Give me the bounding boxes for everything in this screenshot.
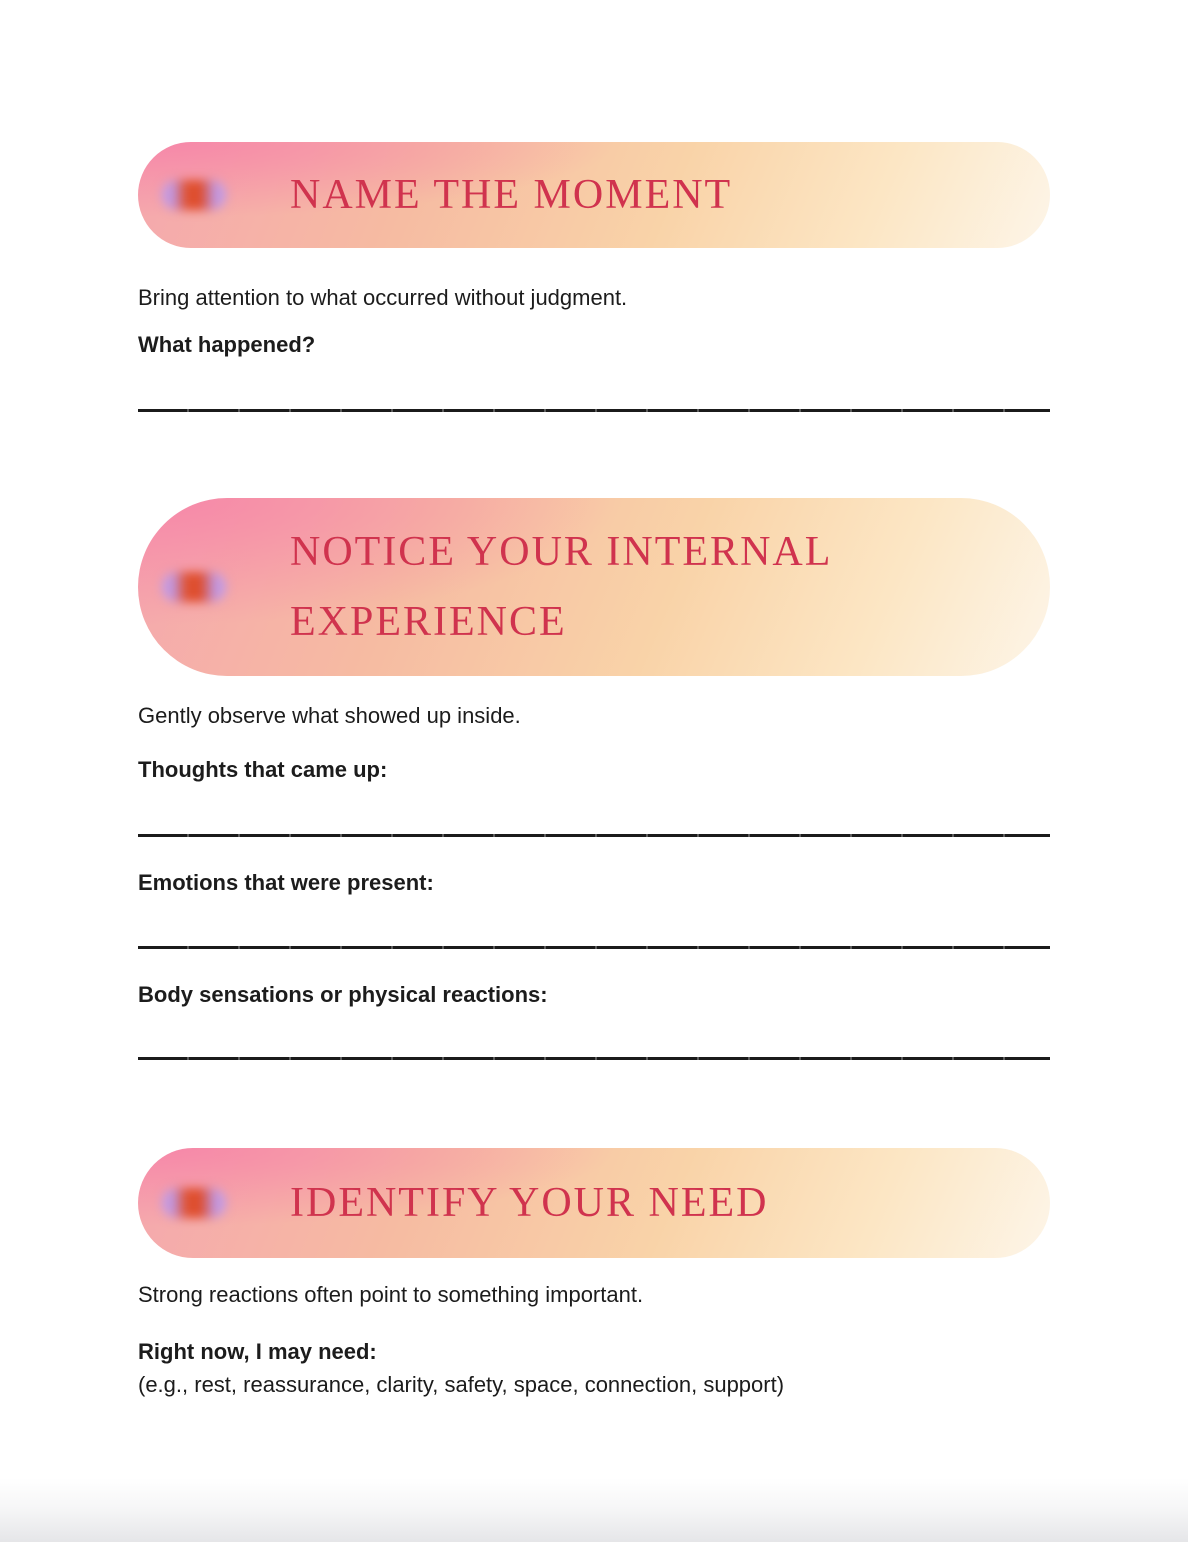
field-label-thoughts: Thoughts that came up:	[138, 757, 388, 782]
section-intro: Gently observe what showed up inside.	[138, 703, 521, 728]
writing-line	[138, 946, 1050, 949]
writing-line	[138, 834, 1050, 837]
field-label-emotions: Emotions that were present:	[138, 870, 434, 895]
field-label-what-happened: What happened?	[138, 332, 316, 357]
gradient-blob-icon	[162, 572, 226, 602]
section-title: NAME THE MOMENT	[290, 172, 733, 218]
section-header-identify-your-need	[138, 1148, 1050, 1258]
page-bottom-shadow	[0, 1478, 1188, 1542]
field-label-body-sensations: Body sensations or physical reactions:	[138, 982, 548, 1007]
field-label-right-now-i-may-need: Right now, I may need:	[138, 1339, 377, 1364]
writing-line	[138, 409, 1050, 412]
gradient-blob-icon	[162, 1188, 226, 1218]
section-title: IDENTIFY YOUR NEED	[290, 1180, 769, 1226]
gradient-blob-icon	[162, 180, 226, 210]
section-intro: Strong reactions often point to something important.	[138, 1282, 644, 1307]
section-intro: Bring attention to what occurred without judgment.	[138, 285, 628, 310]
field-hint-examples: (e.g., rest, reassurance, clarity, safety, space, connection, support)	[138, 1372, 785, 1397]
section-title: NOTICE YOUR INTERNAL EXPERIENCE	[290, 529, 831, 645]
section-header-notice-your-internal-experience	[138, 498, 1050, 676]
section-header-name-the-moment	[138, 142, 1050, 248]
writing-line	[138, 1057, 1050, 1060]
